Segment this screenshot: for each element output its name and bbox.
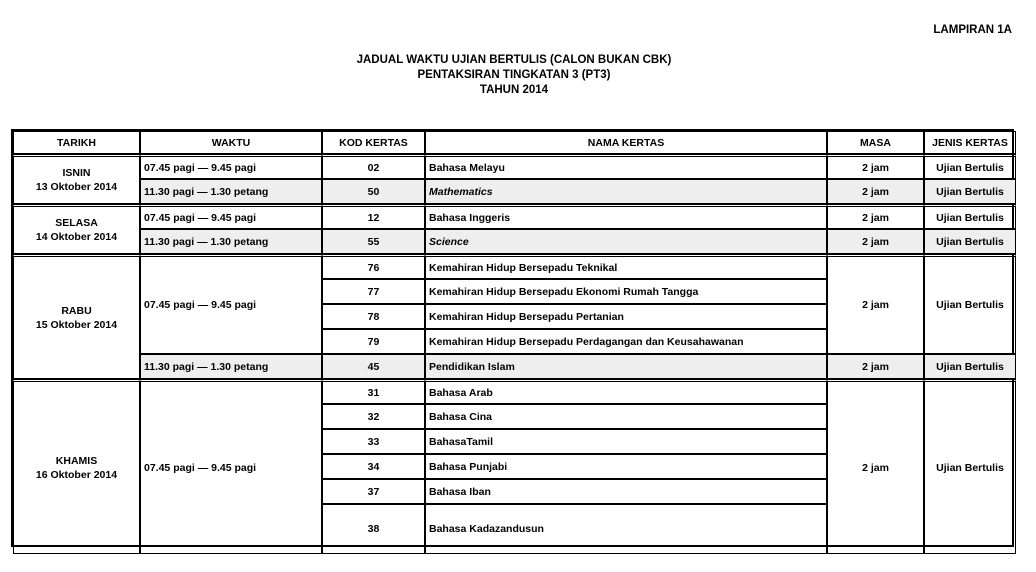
duration-cell: 2 jam	[827, 229, 924, 254]
paper-code: 77	[322, 279, 425, 304]
day-name: SELASA	[55, 217, 98, 229]
time-cell: 11.30 pagi — 1.30 petang	[140, 179, 322, 204]
paper-type-cell: Ujian Bertulis	[924, 379, 1016, 554]
paper-name: Mathematics	[425, 179, 827, 204]
paper-name: Kemahiran Hidup Bersepadu Teknikal	[425, 254, 827, 279]
header-nama-kertas: NAMA KERTAS	[425, 131, 827, 154]
paper-name: Science	[425, 229, 827, 254]
paper-code: 55	[322, 229, 425, 254]
paper-type-cell: Ujian Bertulis	[924, 354, 1016, 379]
time-cell: 07.45 pagi — 9.45 pagi	[140, 254, 322, 354]
paper-name: Bahasa Punjabi	[425, 454, 827, 479]
paper-code: 32	[322, 404, 425, 429]
paper-name: Pendidikan Islam	[425, 354, 827, 379]
paper-type-cell: Ujian Bertulis	[924, 229, 1016, 254]
time-cell: 07.45 pagi — 9.45 pagi	[140, 379, 322, 554]
header-tarikh: TARIKH	[13, 131, 140, 154]
time-cell: 07.45 pagi — 9.45 pagi	[140, 154, 322, 179]
paper-type-cell: Ujian Bertulis	[924, 254, 1016, 354]
paper-code: 45	[322, 354, 425, 379]
paper-name: Bahasa Arab	[425, 379, 827, 404]
paper-name: Kemahiran Hidup Bersepadu Ekonomi Rumah Tangga	[425, 279, 827, 304]
duration-cell: 2 jam	[827, 354, 924, 379]
day-cell-rabu	[13, 254, 140, 379]
paper-code: 79	[322, 329, 425, 354]
header-masa: MASA	[827, 131, 924, 154]
day-cell-selasa	[13, 204, 140, 254]
paper-code: 02	[322, 154, 425, 179]
time-cell: 11.30 pagi — 1.30 petang	[140, 354, 322, 379]
day-name: RABU	[61, 304, 92, 317]
appendix-label: LAMPIRAN 1A	[933, 24, 1012, 36]
paper-name: Kemahiran Hidup Bersepadu Perdagangan dan Keusahawanan	[425, 329, 827, 354]
time-cell: 07.45 pagi — 9.45 pagi	[140, 204, 322, 229]
day-date: 15 Oktober 2014	[35, 318, 118, 331]
day-name: KHAMIS	[55, 454, 98, 467]
paper-code: 78	[322, 304, 425, 329]
paper-name: BahasaTamil	[425, 429, 827, 454]
day-date: 16 Oktober 2014	[35, 468, 118, 481]
paper-name: Bahasa Melayu	[425, 154, 827, 179]
paper-name: Bahasa Iban	[425, 479, 827, 504]
paper-type-cell: Ujian Bertulis	[924, 204, 1016, 229]
paper-code: 37	[322, 479, 425, 504]
paper-code: 50	[322, 179, 425, 204]
day-name: ISNIN	[62, 167, 91, 179]
paper-name: Kemahiran Hidup Bersepadu Pertanian	[425, 304, 827, 329]
header-waktu: WAKTU	[140, 131, 322, 154]
paper-type-cell: Ujian Bertulis	[924, 154, 1016, 179]
paper-code: 76	[322, 254, 425, 279]
day-date: 13 Oktober 2014	[35, 181, 118, 193]
title-line-1: JADUAL WAKTU UJIAN BERTULIS (CALON BUKAN CBK)	[356, 54, 672, 66]
paper-code: 31	[322, 379, 425, 404]
document-title	[0, 53, 1028, 98]
paper-name: Bahasa Inggeris	[425, 204, 827, 229]
duration-cell: 2 jam	[827, 154, 924, 179]
paper-code: 12	[322, 204, 425, 229]
title-line-2: PENTAKSIRAN TINGKATAN 3 (PT3)	[417, 69, 611, 81]
day-date: 14 Oktober 2014	[35, 231, 118, 243]
paper-name: Bahasa Kadazandusun	[425, 504, 827, 554]
title-line-3: TAHUN 2014	[479, 84, 549, 96]
duration-cell: 2 jam	[827, 204, 924, 229]
paper-code: 34	[322, 454, 425, 479]
duration-cell: 2 jam	[827, 379, 924, 554]
day-cell-isnin	[13, 154, 140, 204]
duration-cell: 2 jam	[827, 254, 924, 354]
paper-code: 33	[322, 429, 425, 454]
header-kod-kertas: KOD KERTAS	[322, 131, 425, 154]
exam-timetable	[11, 129, 1014, 547]
time-cell: 11.30 pagi — 1.30 petang	[140, 229, 322, 254]
duration-cell: 2 jam	[827, 179, 924, 204]
header-jenis-kertas: JENIS KERTAS	[924, 131, 1016, 154]
paper-type-cell: Ujian Bertulis	[924, 179, 1016, 204]
day-cell-khamis	[13, 379, 140, 554]
paper-name: Bahasa Cina	[425, 404, 827, 429]
paper-code: 38	[322, 504, 425, 554]
